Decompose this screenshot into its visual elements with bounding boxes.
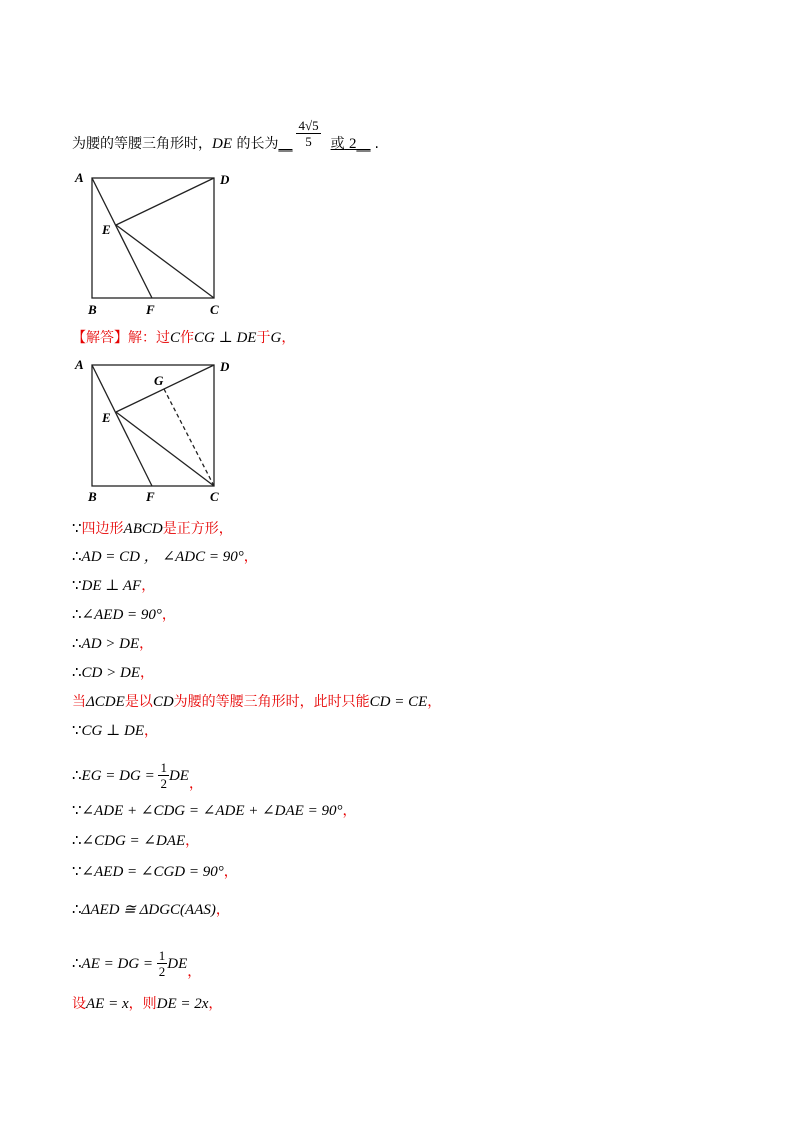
answer-numerator: 4√5 <box>298 118 319 133</box>
step-6-math: CD > DE <box>81 665 141 681</box>
step-3-sym: ∵ <box>72 578 82 594</box>
step-9-sym: ∴ <box>72 768 82 784</box>
step-1-text2: 是正方形 <box>162 521 219 537</box>
step-15-math2: DE = 2x <box>156 996 209 1012</box>
point-g: G <box>270 330 282 346</box>
step-9-num: 1 <box>160 760 167 775</box>
answer-two: 2 <box>349 136 357 152</box>
segment-af-2 <box>92 365 152 486</box>
step-5-sym: ∴ <box>72 636 82 652</box>
cg-perp-de: CG ⊥ DE <box>194 330 257 346</box>
step-12-tail: ， <box>223 864 238 880</box>
step-15-math: AE = x <box>86 996 129 1012</box>
segment-ec <box>116 225 214 298</box>
square-abcd-2 <box>92 365 214 486</box>
label-d-2: D <box>220 359 230 374</box>
step-11 <box>72 829 199 851</box>
step-11-tail: ， <box>185 833 200 849</box>
step-3 <box>72 574 155 596</box>
step-13-math: ΔAED ≅ ΔDGC(AAS) <box>81 902 216 918</box>
or-text: 或 <box>330 136 345 152</box>
label-b-2: B <box>88 489 97 504</box>
label-f: F <box>146 302 155 317</box>
step-10-math: ∠ADE + ∠CDG = ∠ADE + ∠DAE = 90° <box>81 803 343 819</box>
step-4-sym: ∴ <box>72 607 82 623</box>
point-c: C <box>170 330 181 346</box>
problem-end: . <box>374 136 379 152</box>
step-8-math: CG ⊥ DE <box>81 723 144 739</box>
answer-or <box>325 136 371 152</box>
step-9-math-after: DE <box>168 768 189 784</box>
step-9-fraction <box>158 760 169 791</box>
label-a-2: A <box>75 357 84 372</box>
solution-yu: 于 <box>256 330 271 346</box>
step-11-sym: ∴ <box>72 833 82 849</box>
step-14-num: 1 <box>158 948 166 963</box>
step-11-math: ∠CDG = ∠DAE <box>81 833 186 849</box>
solution-comma: ， <box>281 330 296 346</box>
blank-tail: __ <box>356 136 371 152</box>
label-c-2: C <box>210 489 219 504</box>
step-4-tail: ， <box>161 607 176 623</box>
step-6-sym: ∴ <box>72 665 82 681</box>
step-4 <box>72 603 176 625</box>
step-1-tail: ， <box>218 521 233 537</box>
problem-mid: 的长为 <box>232 136 279 152</box>
step-2 <box>72 545 258 567</box>
step-14-sym: ∴ <box>72 956 82 972</box>
step-12-sym: ∵ <box>72 864 82 880</box>
step-8-tail: ， <box>144 723 158 739</box>
problem-line <box>72 118 379 158</box>
step-15 <box>72 992 222 1014</box>
label-d: D <box>220 172 230 187</box>
step-7-math2: CD <box>152 694 174 710</box>
step-15-pre: 设 <box>72 996 86 1012</box>
step-2-sym: ∴ <box>72 549 82 565</box>
step-14-math-after: DE <box>167 956 188 972</box>
step-13-tail: ， <box>215 902 230 918</box>
step-1-sym: ∵ <box>72 521 82 537</box>
segment-ed-2 <box>116 365 214 412</box>
step-14-fraction <box>157 948 168 979</box>
answer-fraction <box>296 118 320 149</box>
var-de: DE <box>212 136 232 152</box>
step-3-math: DE ⊥ AF <box>81 578 142 594</box>
step-7-pre: 当 <box>72 694 86 710</box>
segment-ec-2 <box>116 412 214 486</box>
solution-tag: 【解答】 <box>72 330 128 346</box>
step-7-math: ΔCDE <box>86 694 125 710</box>
figure-2 <box>70 352 240 504</box>
step-7-math3: CD = CE <box>369 694 428 710</box>
step-4-math: ∠AED = 90° <box>81 607 162 623</box>
step-7-text: 是以 <box>124 694 153 710</box>
step-14-den: 2 <box>158 964 166 979</box>
step-15-tail: ， <box>208 996 223 1012</box>
label-f-2: F <box>146 489 155 504</box>
step-7 <box>72 690 441 712</box>
square-abcd <box>92 178 214 298</box>
step-15-text: ，则 <box>128 996 157 1012</box>
blank-lead: __ <box>278 136 293 152</box>
step-1 <box>72 517 233 539</box>
label-b: B <box>88 302 97 317</box>
step-2-math: AD = CD ， ∠ADC = 90° <box>81 549 244 565</box>
step-1-text: 四边形 <box>81 521 124 537</box>
step-8 <box>72 719 158 741</box>
step-5-tail: ， <box>139 636 154 652</box>
step-5 <box>72 632 153 654</box>
solution-guo: 过 <box>156 330 170 346</box>
step-14-math: AE = DG = <box>81 956 157 972</box>
step-10 <box>72 799 356 821</box>
step-10-sym: ∵ <box>72 803 82 819</box>
step-1-math: ABCD <box>123 521 163 537</box>
step-13-sym: ∴ <box>72 902 82 918</box>
step-5-math: AD > DE <box>81 636 140 652</box>
step-14 <box>72 943 201 983</box>
segment-ed <box>116 178 214 225</box>
solution-head <box>72 326 295 348</box>
step-12 <box>72 860 238 882</box>
solution-zuo: 作 <box>180 330 195 346</box>
step-10-tail: ， <box>342 803 357 819</box>
label-e-2: E <box>102 410 111 425</box>
label-c: C <box>210 302 219 317</box>
segment-af <box>92 178 152 298</box>
step-12-math: ∠AED = ∠CGD = 90° <box>81 864 224 880</box>
step-14-tail: ， <box>187 964 202 980</box>
step-7-text2: 为腰的等腰三角形时，此时只能 <box>173 694 370 710</box>
step-8-sym: ∵ <box>72 723 82 739</box>
figure-1 <box>70 168 240 318</box>
label-g-2: G <box>154 373 164 388</box>
step-9-den: 2 <box>160 776 167 791</box>
step-9-tail: ， <box>188 776 203 792</box>
step-9-math: EG = DG = <box>81 768 159 784</box>
step-6 <box>72 661 154 683</box>
label-e: E <box>102 222 111 237</box>
step-3-tail: ， <box>141 578 156 594</box>
step-7-tail: ， <box>427 694 442 710</box>
step-9 <box>72 755 203 795</box>
step-6-tail: ， <box>140 665 155 681</box>
solution-jie: 解： <box>128 330 156 346</box>
problem-prefix: 为腰的等腰三角形时， <box>72 136 212 152</box>
step-13 <box>72 898 230 920</box>
segment-cg-dashed <box>164 389 214 486</box>
answer-denominator: 5 <box>305 134 312 149</box>
step-2-tail: ， <box>243 549 258 565</box>
label-a: A <box>75 170 84 185</box>
